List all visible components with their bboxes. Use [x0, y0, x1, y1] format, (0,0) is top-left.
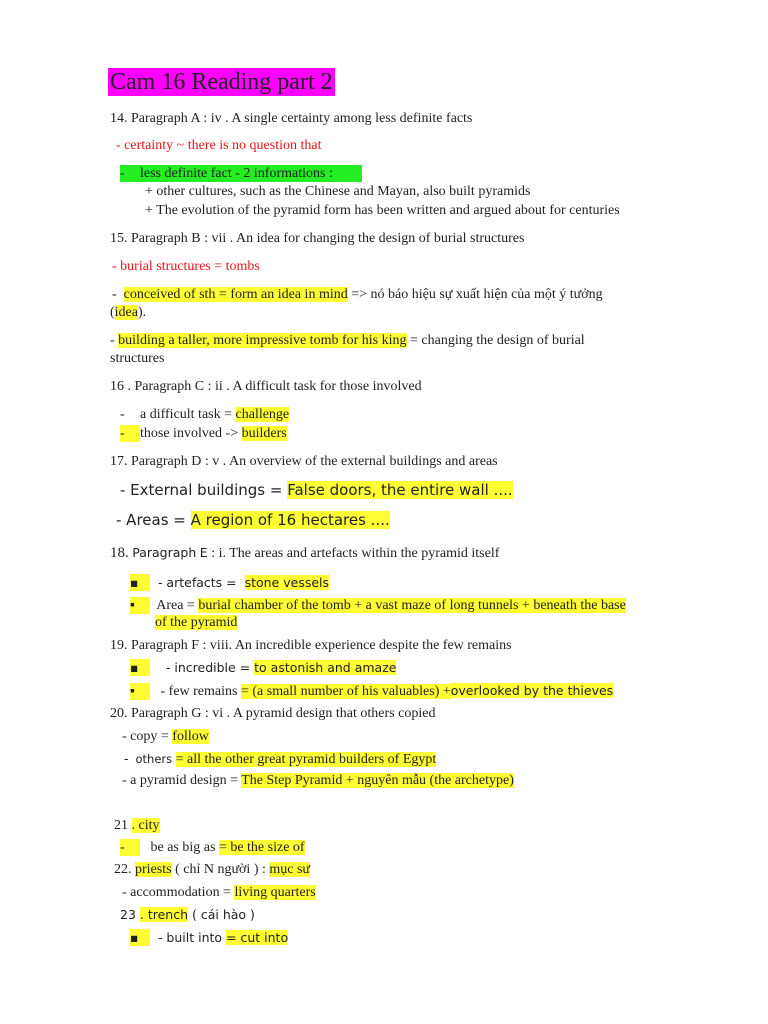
q20-note-others: [124, 750, 436, 768]
q19-note-incredible-text: - incredible =: [165, 660, 251, 675]
q16-highlight-builders: builders: [241, 426, 287, 441]
q20-heading: 20. Paragraph G : vi . A pyramid design that others copied: [110, 706, 436, 721]
q18-note-area-cont: [155, 614, 237, 631]
q15-note-idea: [110, 304, 146, 321]
q23-note-built-into-text: - built into: [157, 930, 223, 945]
q18-highlight-base: of the pyramid: [155, 615, 238, 630]
q15-note-conceived: [112, 286, 603, 303]
q16-note-task: [120, 406, 289, 423]
q22-heading-mid: ( chỉ N người ) :: [171, 862, 266, 877]
q22-note-accommodation-text: - accommodation =: [122, 885, 231, 900]
q23-note-built-into: [130, 929, 288, 946]
q17-note-areas: [116, 512, 390, 529]
q23-heading: [120, 906, 255, 923]
q20-note-others-word: others: [135, 752, 173, 766]
q18-heading: [110, 544, 499, 562]
q15-note-conceived-rest: => nó báo hiệu sự xuất hiện của một ý tưởng: [351, 287, 603, 302]
dash-marker: -: [120, 839, 140, 856]
q19-heading: 19. Paragraph F : viii. An incredible experience despite the few remains: [110, 638, 512, 653]
q16-note-task-text: a difficult task =: [140, 407, 233, 422]
q19-highlight-valuables: = (a small number of his valuables) +: [240, 684, 451, 699]
q18-highlight-stone-vessels: stone vessels: [244, 575, 330, 590]
q17-note-external: [120, 482, 513, 499]
q23-highlight-cut-into: = cut into: [226, 930, 289, 945]
q20-note-copy: [122, 728, 209, 745]
q19-note-incredible: [130, 659, 396, 676]
q14-note-less-definite: [120, 165, 362, 182]
q20-highlight-builders: = all the other great pyramid builders of Egypt: [175, 752, 437, 767]
q17-highlight-false-doors: False doors, the entire wall ....: [287, 481, 513, 499]
q18-note-area-text: Area =: [156, 598, 195, 613]
q18-note-area: [130, 597, 626, 614]
q22-highlight-muc-su: mục sư: [269, 862, 311, 877]
q18-note-artefacts-text: - artefacts =: [157, 575, 237, 590]
bullet-marker: ▪: [130, 659, 150, 676]
q22-number: 22.: [114, 862, 132, 877]
q21-note-big: [120, 839, 305, 856]
q18-highlight-burial-chamber: burial chamber of the tomb + a vast maze of long tunnels + beneath the base: [198, 598, 626, 613]
page-title: Cam 16 Reading part 2: [110, 69, 333, 95]
q18-paragraph-letter: E: [199, 545, 208, 560]
q17-note-external-text: - External buildings =: [120, 481, 283, 499]
q21-highlight-size: = be the size of: [218, 840, 305, 855]
q23-heading-rest: ( cái hào ): [192, 907, 255, 922]
q14-sub-2: + The evolution of the pyramid form has been written and argued about for centuries: [145, 203, 620, 218]
dash-marker: -: [120, 166, 125, 181]
q21-note-big-text: be as big as: [150, 840, 216, 855]
q18-heading-rest: : i. The areas and artefacts within the pyramid itself: [211, 546, 500, 561]
q23-number: 23: [120, 907, 136, 922]
bullet-marker: ▪: [130, 574, 150, 591]
q21-highlight-city: . city: [131, 818, 160, 833]
q14-sub-1: + other cultures, such as the Chinese and Mayan, also built pyramids: [145, 184, 531, 199]
q22-note-accommodation: [122, 884, 316, 901]
q18-number: 18.: [110, 545, 129, 561]
q20-note-copy-text: - copy =: [122, 729, 169, 744]
bullet-marker: ▪: [130, 597, 150, 614]
q16-heading: 16 . Paragraph C : ii . A difficult task for those involved: [110, 379, 422, 394]
q15-note-building: [110, 332, 585, 349]
q15-highlight-building: building a taller, more impressive tomb for his king: [118, 333, 407, 348]
q15-highlight-conceived: conceived of sth = form an idea in mind: [123, 287, 348, 302]
q17-note-areas-text: - Areas =: [116, 511, 186, 529]
q16-highlight-challenge: challenge: [235, 407, 290, 422]
q17-heading: 17. Paragraph D : v . An overview of the external buildings and areas: [110, 454, 498, 469]
q19-highlight-astonish: to astonish and amaze: [254, 660, 397, 675]
q14-note-certainty: - certainty ~ there is no question that: [116, 138, 322, 153]
dash-marker: -: [120, 425, 140, 442]
q18-paragraph-word: Paragraph: [132, 545, 197, 560]
q20-highlight-step-pyramid: The Step Pyramid + nguyên mẫu (the archetype): [241, 773, 514, 788]
q19-note-few-remains: [130, 682, 613, 700]
q16-note-involved-text: those involved ->: [140, 426, 239, 441]
q20-note-design: [122, 772, 514, 789]
q15-note-burial: - burial structures = tombs: [112, 259, 260, 274]
q15-highlight-idea: idea: [114, 305, 138, 320]
paren-open: (: [110, 305, 115, 320]
q22-highlight-priests: priests: [135, 862, 172, 877]
q14-note-less-definite-text: less definite fact - 2 informations :: [140, 166, 333, 181]
q20-note-design-text: - a pyramid design =: [122, 773, 238, 788]
q21-number: 21: [114, 818, 128, 833]
bullet-marker: ▪: [130, 929, 150, 946]
q15-note-structures: structures: [110, 351, 165, 366]
q14-heading: 14. Paragraph A : iv . A single certainty among less definite facts: [110, 111, 473, 126]
dash-marker: -: [120, 407, 125, 422]
q21-heading: [114, 817, 160, 834]
q19-highlight-overlooked: overlooked by the thieves: [450, 683, 614, 698]
q19-note-few-remains-text: - few remains: [160, 684, 238, 699]
q23-highlight-trench: . trench: [139, 907, 189, 922]
paren-close: ).: [138, 305, 147, 320]
q18-note-artefacts: [130, 574, 329, 591]
q15-note-building-rest: = changing the design of burial: [410, 333, 585, 348]
q16-note-involved: [120, 425, 287, 442]
q17-highlight-region: A region of 16 hectares ....: [190, 511, 390, 529]
q20-highlight-follow: follow: [172, 729, 209, 744]
q22-heading: [114, 861, 310, 878]
bullet-marker: ▪: [130, 683, 150, 700]
dash-marker: -: [112, 287, 117, 302]
q22-highlight-living-quarters: living quarters: [234, 885, 316, 900]
q15-heading: 15. Paragraph B : vii . An idea for changing the design of burial structures: [110, 231, 525, 246]
dash-marker: -: [110, 333, 115, 348]
dash-marker: -: [124, 751, 129, 766]
